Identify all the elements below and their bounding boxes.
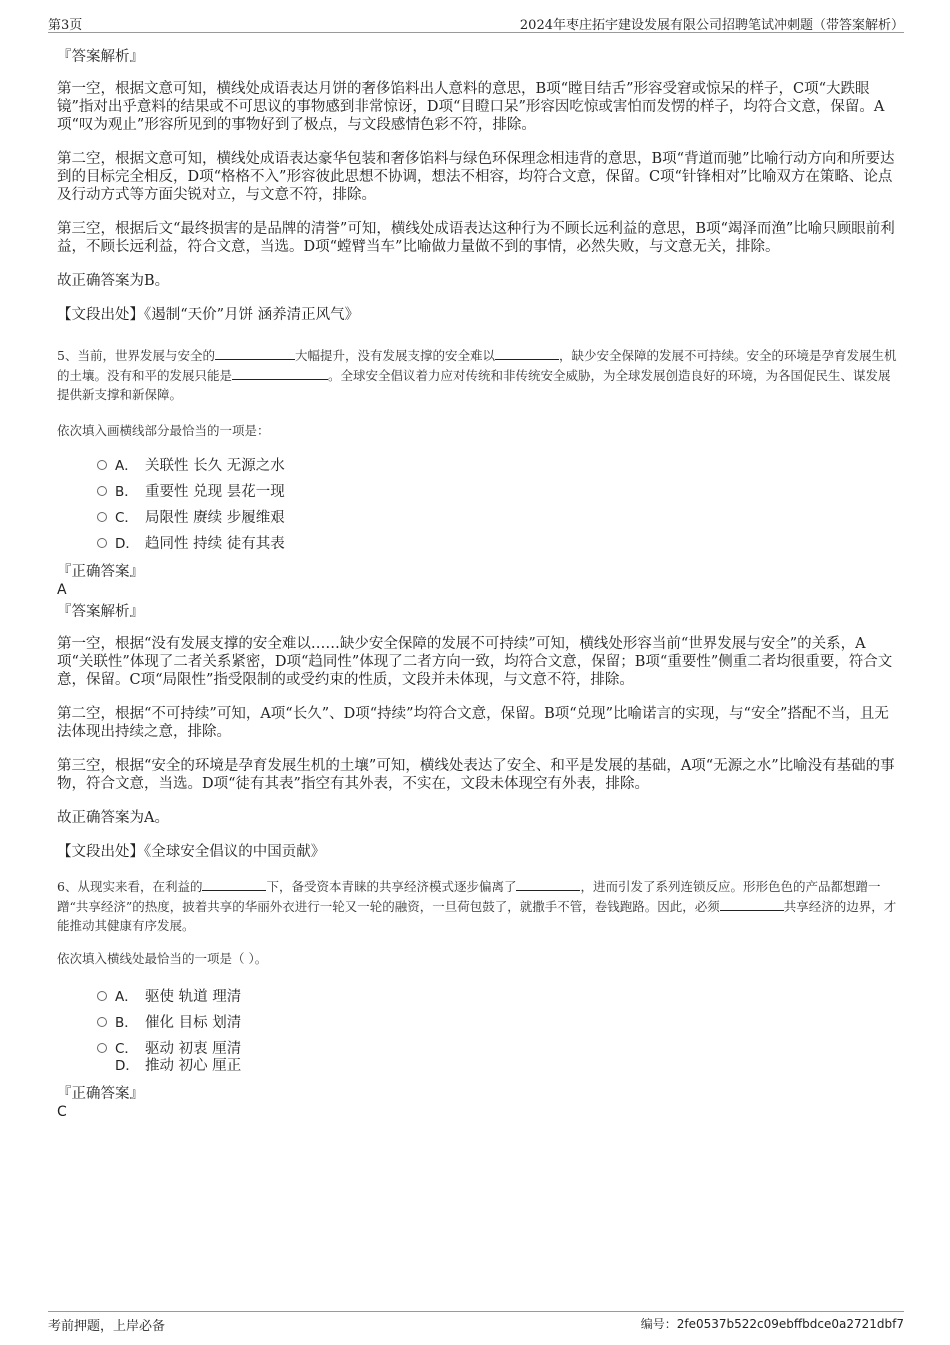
radio-icon[interactable] (97, 991, 107, 1001)
radio-icon[interactable] (97, 1043, 107, 1053)
q6-answer-heading: 『正确答案』 (57, 1086, 144, 1102)
q6-prompt: 依次填入横线处最恰当的一项是（ ）。 (57, 951, 268, 966)
blank (215, 347, 295, 360)
document-code: 编号：2fe0537b522c09ebffbdce0a2721dbf7 (640, 1317, 904, 1331)
q6-option-a[interactable]: A． 驱使 轨道 理清 (97, 988, 241, 1006)
q6-option-c[interactable]: C． 驱动 初衷 厘清 (97, 1040, 241, 1058)
blank (516, 878, 580, 891)
q5-prompt: 依次填入画横线部分最恰当的一项是： (57, 423, 270, 438)
q4-analysis-para2: 第二空，根据文意可知，横线处成语表达豪华包装和奢侈馅料与绿色环保理念相违背的意思，B项“背道而驰”比喻行动方向和所要达到的目标完全相反，D项“格格不入”形容彼此思想不协调，想法不相容，均符合文意，保留。C项“针锋相对”比喻双方在策略、论点及行动方式等方面尖锐对立，与文意不符，排除。 (57, 151, 895, 203)
page-header (48, 14, 904, 33)
document-title: 2024年枣庄拓宇建设发展有限公司招聘笔试冲刺题（带答案解析） (519, 18, 904, 33)
q6-answer: C (57, 1104, 67, 1120)
blank (720, 898, 784, 911)
page-footer (48, 1311, 904, 1333)
q5-option-d[interactable]: D． 趋同性 持续 徒有其表 (97, 535, 285, 553)
q5-option-c[interactable]: C． 局限性 赓续 步履维艰 (97, 509, 285, 527)
radio-icon[interactable] (97, 1017, 107, 1027)
q5-source: 【文段出处】《全球安全倡议的中国贡献》 (57, 844, 326, 860)
radio-icon[interactable] (97, 460, 107, 470)
q4-source: 【文段出处】《遏制“天价”月饼 涵养清正风气》 (57, 307, 360, 323)
footer-slogan: 考前押题，上岸必备 (48, 1319, 166, 1334)
q5-analysis-para2: 第二空，根据“不可持续”可知，A项“长久”、D项“持续”均符合文意，保留。B项“兑现”比喻诺言的实现，与“安全”搭配不当，且无法体现出持续之意，排除。 (57, 706, 889, 740)
radio-icon[interactable] (97, 486, 107, 496)
q6-option-d[interactable]: D． 推动 初心 厘正 (115, 1058, 242, 1074)
q5-stem: 5、当前，世界发展与安全的 大幅提升，没有发展支撑的安全难以 ，缺少安全保障的发展不可持续。安全的环境是孕育发展生机的土壤。没有和平的发展只能是 。全球安全倡议着力应对传统和非传统安全威胁，为全球发展创造良好的环境，为各国促民生、谋发展提供新支撑和新保障。 (57, 348, 897, 402)
q4-conclusion: 故正确答案为B。 (57, 273, 170, 289)
radio-icon[interactable] (97, 512, 107, 522)
q6-option-b[interactable]: B． 催化 目标 划清 (97, 1014, 241, 1032)
q5-option-a[interactable]: A． 关联性 长久 无源之水 (97, 457, 285, 475)
blank (232, 367, 328, 380)
blank (202, 878, 266, 891)
q5-answer-heading: 『正确答案』 (57, 564, 144, 580)
q4-analysis-heading: 『答案解析』 (57, 49, 144, 65)
q5-analysis-para3: 第三空，根据“安全的环境是孕育发展生机的土壤”可知，横线处表达了安全、和平是发展的基础，A项“无源之水”比喻没有基础的事物，符合文意，当选。D项“徒有其表”指空有其外表，不实在，文段未体现空有外表，排除。 (57, 758, 895, 792)
q5-option-b[interactable]: B． 重要性 兑现 昙花一现 (97, 483, 285, 501)
q5-analysis-heading: 『答案解析』 (57, 604, 144, 620)
q4-analysis-para3: 第三空，根据后文“最终损害的是品牌的清誉”可知，横线处成语表达这种行为不顾长远利益的意思，B项“竭泽而渔”比喻只顾眼前利益，不顾长远利益，符合文意，当选。D项“螳臂当车”比喻做力量做不到的事情，必然失败，与文意无关，排除。 (57, 221, 895, 255)
q5-conclusion: 故正确答案为A。 (57, 810, 169, 826)
q4-analysis-para1: 第一空，根据文意可知，横线处成语表达月饼的奢侈馅料出人意料的意思，B项“瞠目结舌”形容受窘或惊呆的样子，C项“大跌眼镜”指对出乎意料的结果或不可思议的事物感到非常惊讶，D项“目瞪口呆”形容因吃惊或害怕而发愣的样子，均符合文意，保留。A项“叹为观止”形容所见到的事物好到了极点，与文段感情色彩不符，排除。 (57, 81, 885, 133)
q6-stem: 6、从现实来看，在利益的 下，备受资本青睐的共享经济模式逐步偏离了 ，进而引发了系列连锁反应。形形色色的产品都想蹭一蹭“共享经济”的热度，披着共享的华丽外衣进行一轮又一轮的融资，一旦荷包鼓了，就撒手不管，卷钱跑路。因此，必须 共享经济的边界，才能推动其健康有序发展。 (57, 879, 897, 933)
radio-icon[interactable] (97, 538, 107, 548)
q5-analysis-para1: 第一空，根据“没有发展支撑的安全难以……缺少安全保障的发展不可持续”可知，横线处形容当前“世界发展与安全”的关系，A项“关联性”体现了二者关系紧密，D项“趋同性”体现了二者方向一致，均符合文意，保留；B项“重要性”侧重二者均很重要，符合文意，保留。C项“局限性”指受限制的或受约束的性质，文段并未体现，与文意不符，排除。 (57, 636, 893, 688)
blank (495, 347, 559, 360)
page-number: 第3页 (48, 18, 83, 33)
q5-answer: A (57, 582, 67, 598)
